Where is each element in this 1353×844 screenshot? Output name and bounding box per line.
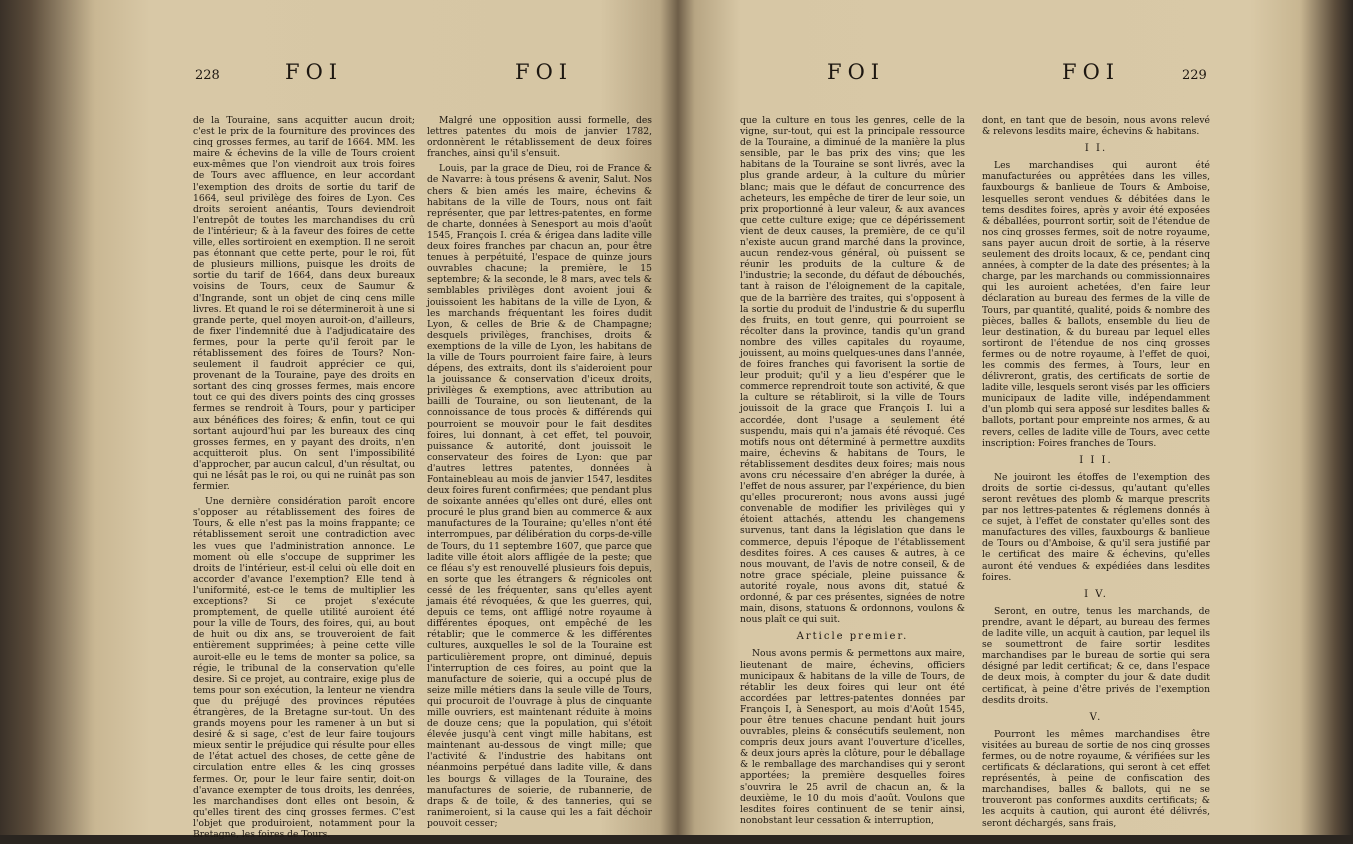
left-column-1 xyxy=(193,115,415,844)
left-head-word-2: FOI xyxy=(515,60,574,84)
section-number: I I I. xyxy=(1079,454,1113,466)
left-page-number: 228 xyxy=(195,68,220,83)
left-column-2 xyxy=(427,115,652,833)
paragraph: dont, en tant que de besoin, nous avons relevé & relevons lesdits maire, échevins & habitans. xyxy=(982,115,1210,138)
paragraph: que la culture en tous les genres, celle de la vigne, sur-tout, qui est la principale ressource de la Touraine, a diminué de la manière la plus sensible, par le bas prix des vins; que les habitans de la Touraine se sont livrés, avec la plus grande ardeur, à la culture du mûrier blanc; mais que le défaut de concurrence des acheteurs, les empêche de tirer de leur soie, un prix proportionné à leur valeur, & aux avances que cette culture exige; que ce dépérissement vient de deux causes, la première, de ce qu'il n'existe aucun grand marché dans la province, aucun rendez-vous général, où puissent se réunir les produits de la culture & de l'industrie; la seconde, du défaut de débouchés, tant à raison de l'éloignement de la capitale, que de la barrière des traites, qui s'opposent à la sortie du produit de l'industrie & du superflu des fruits, en tout genre, qui pourroient se récolter dans la province, tandis qu'un grand nombre des villes capitales du royaume, jouissent, au moins quelques-unes dans l'année, de foires franches qui favorisent la sortie de leur produit; qu'il y a lieu d'espérer que le commerce reprendroit toute son activité, & que la culture se rétabliroit, si la ville de Tours jouissoit de la grace que François I. lui a accordée, dont l'usage a seulement été suspendu, mais qui n'a jamais été révoqué. Ces motifs nous ont déterminé à permettre auxdits maire, échevins & habitans de Tours, le rétablissement desdites deux foires; mais nous avons cru nécessaire d'en abréger la durée, à l'effet de nous assurer, par l'expérience, du bien qu'elles procureront; nous avons aussi jugé convenable de modifier les privilèges qui y étoient attachés, attendu les changemens survenus, tant dans la législation que dans le commerce, depuis l'époque de l'établissement desdites foires. A ces causes & autres, à ce nous mouvant, de l'avis de notre conseil, & de notre grace spéciale, pleine puissance & autorité royale, nous avons dit, statué & ordonné, & par ces présentes, signées de notre main, disons, statuons & ordonnons, voulons & nous plaît ce qui suit. xyxy=(740,115,965,626)
right-head-word-1: FOI xyxy=(827,60,886,84)
paragraph: Louis, par la grace de Dieu, roi de France & de Navarre: à tous présens & avenir, Salut. Nos chers & bien amés les maire, échevins & habitans de la ville de Tours, nous ont fait représenter, que par lettres-patentes, en forme de charte, données à Senesport au mois d'août 1545, François I. créa & érigea dans ladite ville deux foires franches par chacun an, pour être tenues à perpétuité, l'espace de quinze jours ouvrables chacune; la première, le 15 septembre; & la seconde, le 8 mars, avec tels & semblables privilèges dont avoient joui & jouissoient les habitans de la ville de Lyon, & les marchands fréquentant les foires dudit Lyon, & celles de Brie & de Champagne; desquels privilèges, franchises, droits & exemptions de la ville de Lyon, les habitans de la ville de Tours pourroient faire faire, à leurs dépens, des extraits, dont ils s'aideroient pour la jouissance & conservation d'iceux droits, privilèges & exemptions, avec attribution au bailli de Touraine, ou son lieutenant, de la connoissance de tous procès & différends qui pourroient se mouvoir pour le fait desdites foires, lui donnant, à cet effet, tel pouvoir, puissance & autorité, dont jouissoit le conservateur des foires de Lyon: que par d'autres lettres patentes, données à Fontainebleau au mois de janvier 1547, lesdites deux foires furent confirmées; que pendant plus de soixante années qu'elles ont duré, elles ont procuré le plus grand bien au commerce & aux manufactures de la Touraine; qu'elles n'ont été interrompues, par délibération du corps-de-ville de Tours, du 11 septembre 1607, que parce que ladite ville étoit alors affligée de la peste; que ce fléau s'y est renouvellé plusieurs fois depuis, en sorte que les étrangers & régnicoles ont cessé de les fréquenter, sans qu'elles ayent jamais été révoquées, & que les guerres, qui, depuis ce tems, ont affligé notre royaume à différentes époques, ont empêché de les rétablir; que le commerce & les différentes cultures, auxquelles le sol de la Touraine est particulièrement propre, ont diminué, depuis l'interruption de ces foires, au point que la manufacture de soierie, qui a occupé plus de seize mille métiers dans la seule ville de Tours, qui procuroit de l'ouvrage à plus de cinquante mille ouvriers, est maintenant réduite à moins de douze cens; que la population, qui s'étoit élevée jusqu'à cent vingt mille habitans, est maintenant au-dessous de vingt mille; que l'activité & l'industrie des habitans ont néanmoins perpétué dans ladite ville, & dans les bourgs & villages de la Touraine, des manufactures de soierie, de rubannerie, de draps & de toile, & des tanneries, qui se ranimeroient, si la cause qui les a fait déchoir pouvoit cesser; xyxy=(427,163,652,829)
paragraph: Seront, en outre, tenus les marchands, de prendre, avant le départ, au bureau des fermes de ladite ville, un acquit à caution, par lequel ils se soumettront de faire sortir lesdites marchandises par le bureau de sortie qui sera désigné par ledit certificat; & ce, dans l'espace de deux mois, à compter du jour & date dudit certificat, à peine d'être privés de l'exemption desdits droits. xyxy=(982,605,1210,706)
right-page-number: 229 xyxy=(1182,68,1207,83)
right-column-1 xyxy=(740,115,965,830)
left-page xyxy=(185,40,660,840)
paragraph: Nous avons permis & permettons aux maire, lieutenant de maire, échevins, officiers municipaux & habitans de la ville de Tours, de rétablir les deux foires qui leur ont été accordées par lettres-patentes données par François I, à Senesport, au mois d'Août 1545, pour être tenues chacune pendant huit jours ouvrables, pleins & consécutifs seulement, non compris deux jours avant l'ouverture d'icelles, & deux jours après la clôture, pour le déballage & le remballage des marchandises qui y seront apportées; la première desquelles foires s'ouvrira le 25 avril de chacun an, & la deuxième, le 10 du mois d'août. Voulons que lesdites foires continuent de se tenir ainsi, nonobstant leur cessation & interruption, xyxy=(740,648,965,826)
paragraph: de la Touraine, sans acquitter aucun droit; c'est le prix de la fourniture des provinces des cinq grosses fermes, au tarif de 1664. MM. les maire & échevins de la ville de Tours croient eux-mêmes que l'on viendroit aux trois foires de Tours avec affluence, en leur accordant l'exemption des droits de sortie du tarif de 1664, seul privilège des foires de Lyon. Ces droits seroient anéantis, Tours deviendroit l'entrepôt de toutes les marchandises du crû de l'intérieur; & à la faveur des foires de cette ville, elles sortiroient en exemption. Il ne seroit pas étonnant que cette perte, pour le roi, fût de plusieurs millions, puisque les droits de sortie du tarif de 1664, dans deux bureaux voisins de Tours, ceux de Saumur & d'Ingrande, sont un objet de cinq cens mille livres. Et quand le roi se détermineroit à une si grande perte, quel moyen auroit-on, d'ailleurs, de fixer l'indemnité due à l'adjudicataire des fermes, pour la perte qu'il feroit par le rétablissement des foires de Tours? Non-seulement il faudroit apprécier ce qui, provenant de la Touraine, paye des droits en sortant des cinq grosses fermes, mais encore tout ce qui des divers points des cinq grosses fermes se rendroit à Tours, pour y participer aux bénéfices des foires; & enfin, tout ce qui sortant aujourd'hui par les bureaux des cinq grosses fermes, en y payant des droits, n'en acquitteroit plus. On sent l'impossibilité d'approcher, par aucun calcul, d'un résultat, ou qui ne lésât pas le roi, ou qui ne ruinât pas son fermier. xyxy=(193,115,415,493)
paragraph: Malgré une opposition aussi formelle, des lettres patentes du mois de janvier 1782, ordonnèrent le rétablissement de deux foires franches, ainsi qu'il s'ensuit. xyxy=(427,115,652,160)
section-number: I V. xyxy=(1084,588,1108,600)
section-number: I I. xyxy=(1084,143,1108,155)
right-page xyxy=(712,40,1217,829)
right-running-head xyxy=(712,60,1217,90)
paragraph: Pourront les mêmes marchandises être visitées au bureau de sortie de nos cinq grosses fermes, ou de notre royaume, & vérifiées sur les certificats & déclarations, qui seront à cet effet représentés, à peine de confiscation des marchandises, balles & ballots, qui ne se trouveront pas conformes auxdits certificats; & les acquits à caution, qui auront été délivrés, seront déchargés, sans frais, xyxy=(982,728,1210,829)
article-heading: Article premier. xyxy=(796,631,909,643)
paragraph: Les marchandises qui auront été manufacturées ou apprêtées dans les villes, fauxbourgs & banlieue de Tours & Amboise, lesquelles seront vendues & débitées dans le tems desdites foires, après y avoir été exposées & déballées, pourront sortir, soit de l'étendue de nos cinq grosses fermes, soit de notre royaume, sans payer aucun droit de sortie, à la réserve seulement des droits locaux, & ce, pendant cinq années, à compter de la date des présentes; à la charge, par les marchands ou commissionnaires qui les auroient achetées, d'en faire leur déclaration au bureau des fermes de la ville de Tours, par quantité, qualité, poids & nombre des pièces, balles & ballots, ensemble du lieu de leur destination, & du bureau par lequel elles sortiront de l'étendue de nos cinq grosses fermes ou de notre royaume, à l'effet de quoi, les commis des fermes, à Tours, leur en délivreront, gratis, des certificats de sortie de ladite ville, lesquels seront visés par les officiers municipaux de ladite ville, indépendamment d'un plomb qui sera apposé sur lesdites balles & ballots, portant pour empreinte nos armes, & au revers, celles de ladite ville de Tours, avec cette inscription: Foires franches de Tours. xyxy=(982,160,1210,449)
right-column-2 xyxy=(982,115,1210,833)
left-head-word-1: FOI xyxy=(285,60,344,84)
section-number: V. xyxy=(1089,711,1103,723)
paragraph: Une dernière considération paroît encore s'opposer au rétablissement des foires de Tours, & elle n'est pas la moins frappante; ce rétablissement seroit une contradiction avec les vues que l'administration annonce. Le moment où elle s'occupe de supprimer les droits de l'intérieur, est-il celui où elle doit en accorder d'avance l'exemption? Elle tend à l'uniformité, est-ce le tems de multiplier les exceptions? Si ce projet s'exécute promptement, de quelle utilité auroient été pour la ville de Tours, des foires, qui, au bout de huit ou dix ans, se trouveroient de fait entièrement supprimées; à peine cette ville auroit-elle eu le tems de monter sa police, sa régie, le tribunal de la conservation qu'elle desire. Si ce projet, au contraire, exige plus de tems pour son exécution, la lenteur ne viendra que du préjugé des provinces réputées étrangères, de la Bretagne sur-tout. Un des grands moyens pour les ramener à un but si desiré & si sage, c'est de leur faire toujours mieux sentir le préjudice qui résulte pour elles de l'état actuel des choses, de cette gêne de circulation entre elles & les cinq grosses fermes. Or, pour le leur faire sentir, doit-on d'avance exempter de tous droits, les denrées, les marchandises dont elles ont besoin, & qu'elles tirent des cinq grosses fermes. C'est l'objet que produiroient, notamment pour la Bretagne, les foires de Tours. xyxy=(193,496,415,840)
paragraph: Ne jouiront les étoffes de l'exemption des droits de sortie ci-dessus, qu'autant qu'elles seront revêtues des plomb & marque prescrits par nos lettres-patentes & réglemens donnés à ce sujet, à l'effet de constater qu'elles sont des manufactures des villes, fauxbourgs & banlieue de Tours ou d'Amboise, & qu'il sera justifié par le certificat des maire & échevins, qu'elles auront été vendues & expédiées dans lesdites foires. xyxy=(982,471,1210,583)
left-running-head xyxy=(185,60,660,90)
right-head-word-2: FOI xyxy=(1062,60,1121,84)
